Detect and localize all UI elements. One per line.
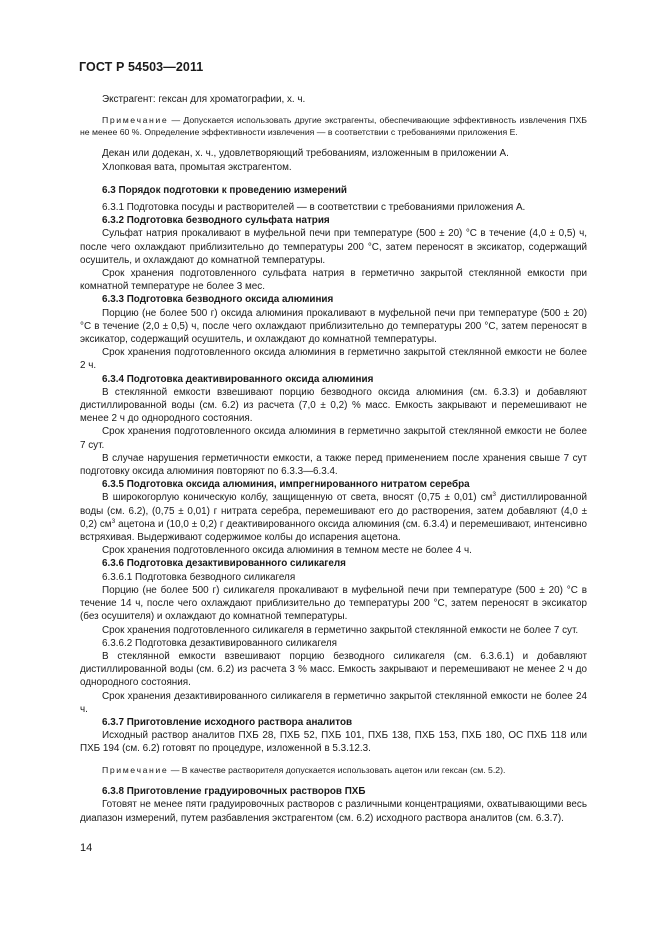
- paragraph: В стеклянной емкости взвешивают порцию безводного оксида алюминия (см. 6.3.3) и добавляют дистиллированной воды (см. 6.2) из расчета (7,0 ± 0,2) % масс. Емкость закрывают и перемешивают не менее 2 ч до однородного состояния.: [80, 386, 587, 425]
- text-fragment: дистиллированной воды (см. 6.2), (0,75 ± 0,01) г нитрата серебра, перемешивают его до растворения, затем добавляют (4,0 ± 0,2) см: [80, 492, 587, 530]
- paragraph: Исходный раствор аналитов ПХБ 28, ПХБ 52, ПХБ 101, ПХБ 138, ПХБ 153, ПХБ 180, ОС ПХБ 118 или ПХБ 194 (см. 6.2) готовят по процедуре, изложенной в 5.3.12.3.: [80, 730, 587, 755]
- paragraph: Порцию (не более 500 г) оксида алюминия прокаливают в муфельной печи при температуре (500 ± 20) °С в течение (2,0 ± 0,5) ч, после чего охлаждают приблизительно до температуры 200 °С, затем переносят в эксикатор, содержащий осушитель, и охлаждают до комнатной температуры.: [80, 307, 587, 346]
- paragraph: Сульфат натрия прокаливают в муфельной печи при температуре (500 ± 20) °С в течение (4,0 ± 0,5) ч, после чего охлаждают приблизительно до температуры 200 °С, затем переносят в эксикатор, содержащий осушитель, и охлаждают до комнатной температуры.: [80, 228, 587, 266]
- paragraph: Срок хранения подготовленного сульфата натрия в герметично закрытой стеклянной емкости при комнатной температуре не более 3 мес.: [80, 268, 587, 293]
- note-label: Примечание: [102, 115, 169, 126]
- section-heading-6-3-6: 6.3.6 Подготовка дезактивированного силикагеля: [102, 558, 346, 570]
- paragraph: В случае нарушения герметичности емкости, а также перед применением после хранения свыше 7 сут подготовку оксида алюминия повторяют по 6.3.3—6.3.4.: [80, 452, 587, 478]
- paragraph: Срок хранения подготовленного оксида алюминия в герметично закрытой стеклянной емкости не более 7 сут.: [80, 426, 587, 451]
- paragraph: Готовят не менее пяти градуировочных растворов с различными концентрациями, охватывающими весь диапазон измерений, путем разбавления экстрагентом (см. 6.2) исходного раствора аналитов (см. 6.3.7).: [80, 799, 587, 824]
- section-heading-6-3-3: 6.3.3 Подготовка безводного оксида алюминия: [102, 294, 334, 306]
- note: [80, 115, 587, 138]
- superscript: 3: [492, 491, 497, 499]
- paragraph: Срок хранения дезактивированного силикагеля в герметично закрытой стеклянной емкости не более 24 ч.: [80, 690, 587, 715]
- paragraph: [80, 491, 587, 544]
- note: [80, 765, 587, 777]
- section-heading-6-3: 6.3 Порядок подготовки к проведению измерений: [102, 184, 347, 196]
- section-heading-6-3-4: 6.3.4 Подготовка деактивированного оксида алюминия: [102, 373, 374, 385]
- paragraph: Порцию (не более 500 г) силикагеля прокаливают в муфельной печи при температуре (500 ± 20) °С в течение 14 ч, после чего охлаждают приблизительно до температуры 200 °С, затем переносят в эксикатор (без осушителя) и охлаждают до комнатной температуры.: [80, 584, 587, 623]
- paragraph: Хлопковая вата, промытая экстрагентом.: [102, 161, 292, 173]
- section-heading-6-3-5: 6.3.5 Подготовка оксида алюминия, импрегнированного нитратом серебра: [102, 479, 470, 491]
- paragraph: Срок хранения подготовленного оксида алюминия в темном месте не более 4 ч.: [102, 545, 472, 557]
- paragraph: Экстрагент: гексан для хроматографии, х. ч.: [102, 94, 306, 105]
- paragraph: Декан или додекан, х. ч., удовлетворяющий требованиям, изложенным в приложении А.: [102, 148, 509, 160]
- page-number: 14: [80, 842, 93, 854]
- subsection-title: 6.3.6.1 Подготовка безводного силикагеля: [102, 571, 296, 583]
- standard-header: ГОСТ Р 54503—2011: [79, 60, 204, 74]
- note-text: — В качестве растворителя допускается использовать ацетон или гексан (см. 5.2).: [168, 764, 506, 775]
- text-fragment: ацетона и (10,0 ± 0,2) г деактивированного оксида алюминия (см. 6.3.4) и перемешивают, интенсивно встряхивая. Выдерживают содержимое колбы до испарения ацетона.: [80, 518, 587, 544]
- document-body: [80, 93, 587, 825]
- section-heading-6-3-7: 6.3.7 Приготовление исходного раствора аналитов: [102, 716, 353, 728]
- paragraph: Срок хранения подготовленного оксида алюминия в герметично закрытой стеклянной емкости не более 2 ч.: [80, 347, 587, 372]
- paragraph: 6.3.1 Подготовка посуды и растворителей — в соответствии с требованиями приложения А.: [102, 202, 526, 213]
- section-heading-6-3-2: 6.3.2 Подготовка безводного сульфата натрия: [102, 215, 330, 227]
- paragraph: В стеклянной емкости взвешивают порцию безводного силикагеля (см. 6.3.6.1) и добавляют дистиллированной воды (см. 6.2) из расчета 3 % масс. Емкость закрывают и перемешивают не менее 2 ч до однородного состояния.: [80, 650, 587, 689]
- note-label: Примечание: [102, 764, 169, 775]
- subsection-title: 6.3.6.2 Подготовка дезактивированного силикагеля: [102, 637, 337, 649]
- superscript: 3: [111, 517, 116, 525]
- section-heading-6-3-8: 6.3.8 Приготовление градуировочных растворов ПХБ: [102, 786, 366, 798]
- note-text: — Допускается использовать другие экстрагенты, обеспечивающие эффективность извлечения ПХБ не менее 60 %. Определение эффективности извлечения — в соответствии с требованиями приложения Е.: [80, 115, 587, 137]
- paragraph: Срок хранения подготовленного силикагеля в герметично закрытой стеклянной емкости не более 7 сут.: [102, 624, 579, 636]
- text-fragment: В широкогорлую коническую колбу, защищенную от света, вносят (0,75 ± 0,01) см: [102, 492, 493, 504]
